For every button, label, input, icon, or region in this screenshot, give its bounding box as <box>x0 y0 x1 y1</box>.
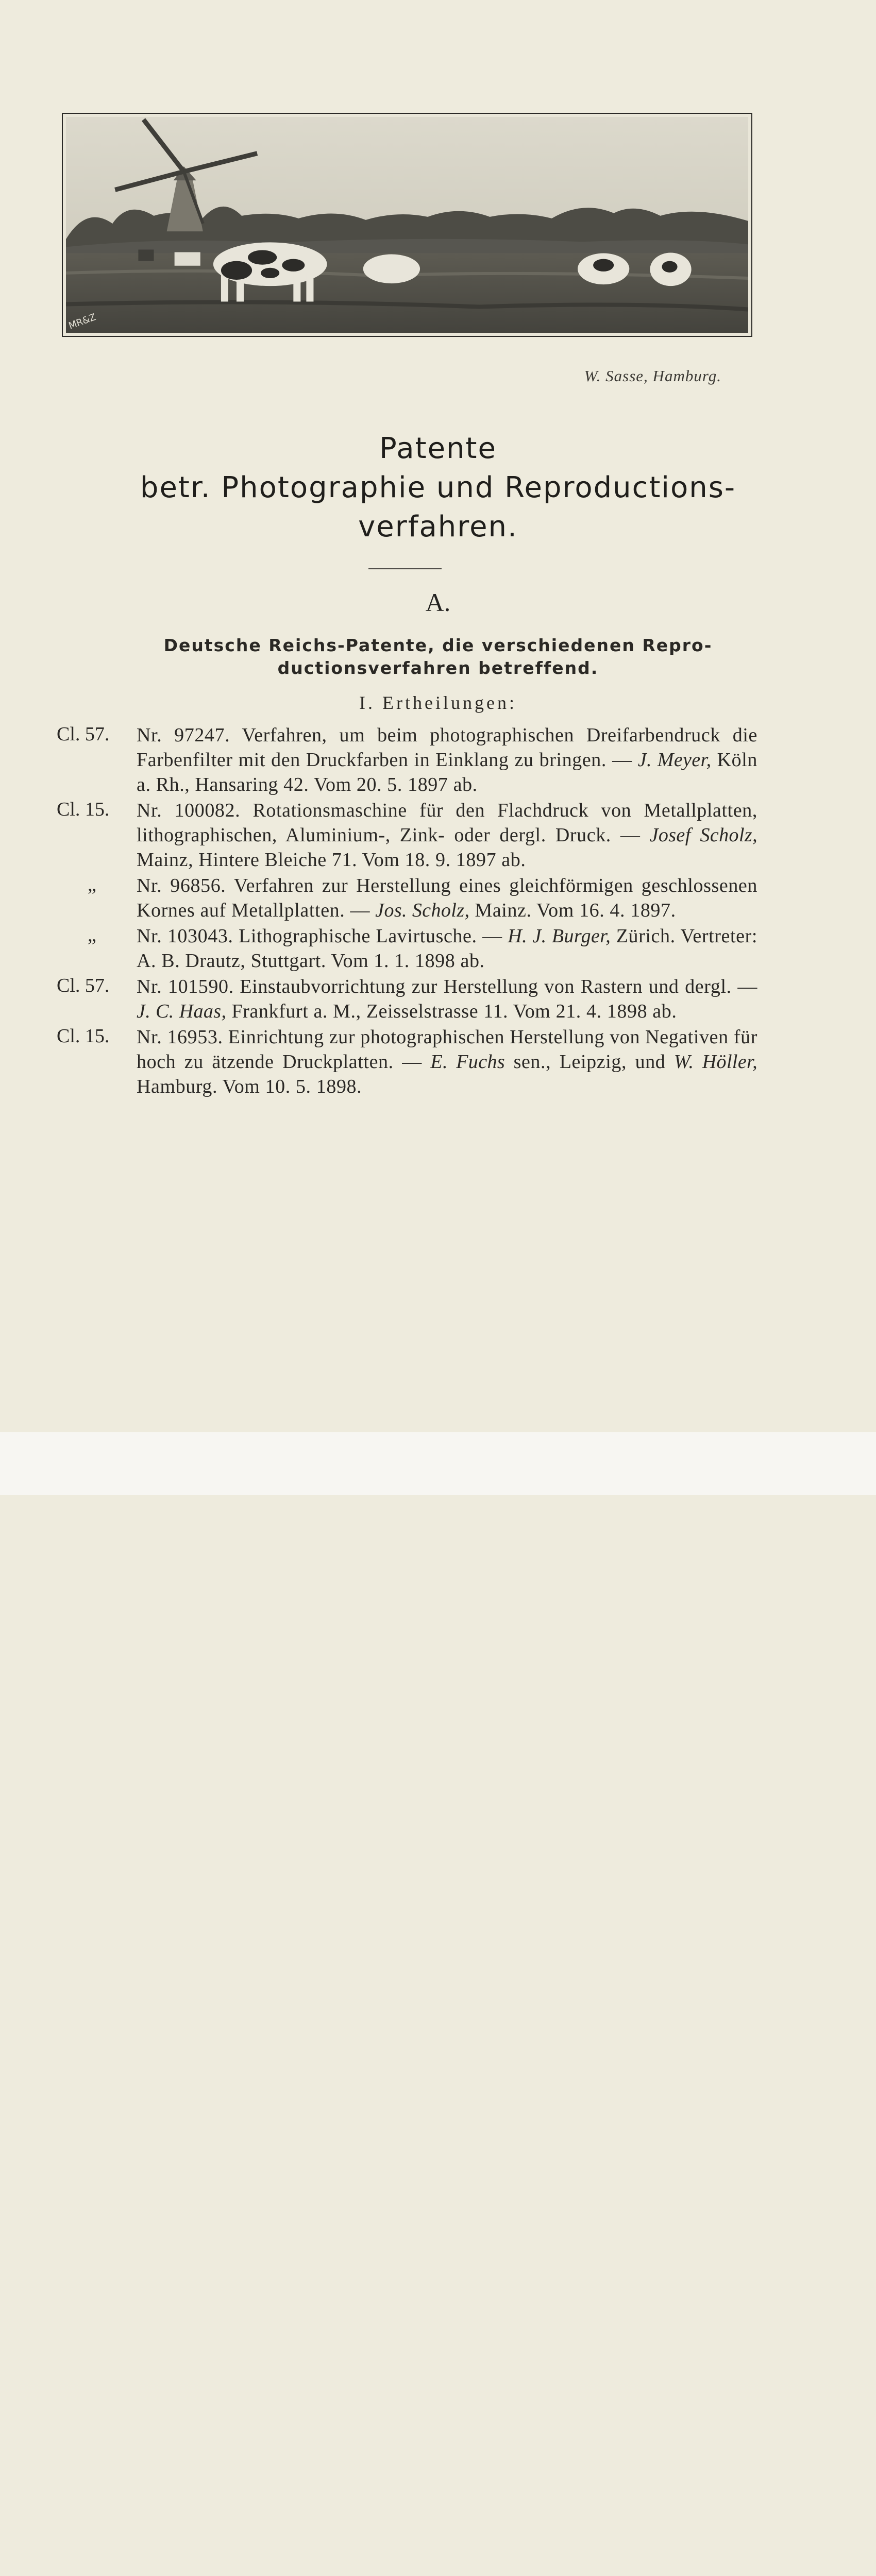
patent-text-segment: Nr. 101590. Einstaubvorrichtung zur Herstellung von Rastern und dergl. — <box>137 976 757 997</box>
section-heading-line-1: Deutsche Reichs-Patente, die verschiedenen Repro- <box>163 635 713 655</box>
patent-entry-text <box>137 873 757 923</box>
patent-entries-list <box>57 723 757 1100</box>
patent-text-segment: Nr. 100082. Rotationsmaschine für den Flachdruck von Metallplatten, lithographischen, Aluminium-, Zink- oder dergl. Druck. — <box>137 800 757 846</box>
patent-entry-text <box>137 723 757 797</box>
patentee-name: W. Höller, <box>673 1051 757 1073</box>
patent-class-label: „ <box>88 924 96 946</box>
patent-text-segment: Nr. 103043. Lithographische Lavirtusche. — <box>137 925 508 947</box>
patent-entry-text <box>137 1025 757 1099</box>
patent-entry <box>57 1025 757 1099</box>
patent-entry <box>57 974 757 1024</box>
patent-entry <box>57 924 757 973</box>
patent-text-segment: Mainz. Vom 16. 4. 1897. <box>469 900 676 921</box>
page-title-line-3: verfahren. <box>358 510 518 544</box>
patentee-name: H. J. Burger, <box>508 925 611 947</box>
patentee-name: J. C. Haas, <box>137 1001 227 1022</box>
patent-text-segment: Köln a. Rh., Hansaring 42. Vom 20. 5. 1897 ab. <box>137 749 758 795</box>
patent-entry <box>57 798 757 872</box>
patent-entry <box>57 723 757 797</box>
patentee-name: Josef Scholz, <box>649 824 757 846</box>
patent-text-segment: Nr. 96856. Verfahren zur Herstellung eines gleichförmigen geschlossenen Kornes auf Metallplatten. — <box>137 875 757 921</box>
patent-text-segment: Nr. 16953. Einrichtung zur photographischen Herstellung von Negativen für hoch zu ätzende Druckplatten. — <box>137 1026 757 1073</box>
patent-text-segment: Nr. 97247. Verfahren, um beim photographischen Dreifarbendruck die Farbenfilter mit den Druckfarben in Einklang zu bringen. — <box>137 724 757 771</box>
patent-entry-text <box>137 924 757 973</box>
photo-image <box>66 117 748 333</box>
patent-class-label: Cl. 15. <box>57 1025 110 1047</box>
patent-text-segment: Mainz, Hintere Bleiche 71. Vom 18. 9. 1897 ab. <box>137 849 526 871</box>
patentee-name: E. Fuchs <box>430 1051 506 1073</box>
patent-class-label: Cl. 57. <box>57 975 110 996</box>
photograph-frame <box>62 113 752 337</box>
patent-class-label: Cl. 15. <box>57 799 110 820</box>
patent-text-segment: Frankfurt a. M., Zeisselstrasse 11. Vom 21. 4. 1898 ab. <box>226 1001 677 1022</box>
patentee-name: J. Meyer, <box>637 749 712 771</box>
photo-credit: W. Sasse, Hamburg. <box>584 367 721 385</box>
subsection-heading: I. Ertheilungen: <box>359 692 517 713</box>
patent-text-segment: Hamburg. Vom 10. 5. 1898. <box>137 1076 362 1097</box>
patent-entry-text <box>137 974 757 1024</box>
divider-rule <box>368 568 442 569</box>
footer-bar <box>0 1432 876 1495</box>
pasture-windmill-cows-photo <box>66 117 748 333</box>
patent-class-label: Cl. 57. <box>57 723 110 745</box>
patent-entry-text <box>137 798 757 872</box>
patent-class-label: „ <box>88 874 96 895</box>
patentee-name: Jos. Scholz, <box>375 900 470 921</box>
section-heading-line-2: ductionsverfahren betreffend. <box>277 658 599 678</box>
section-letter: A. <box>425 588 451 617</box>
patent-entry <box>57 873 757 923</box>
page-title-line-1: Patente <box>379 432 497 465</box>
patent-text-segment: Zürich. Vertreter: A. B. Drautz, Stuttgart. Vom 1. 1. 1898 ab. <box>137 925 758 972</box>
patent-text-segment: sen., Leipzig, und <box>505 1051 674 1073</box>
page-title-line-2: betr. Photographie und Reproductions- <box>140 471 736 504</box>
svg-text:MR&Z: MR&Z <box>67 312 98 332</box>
